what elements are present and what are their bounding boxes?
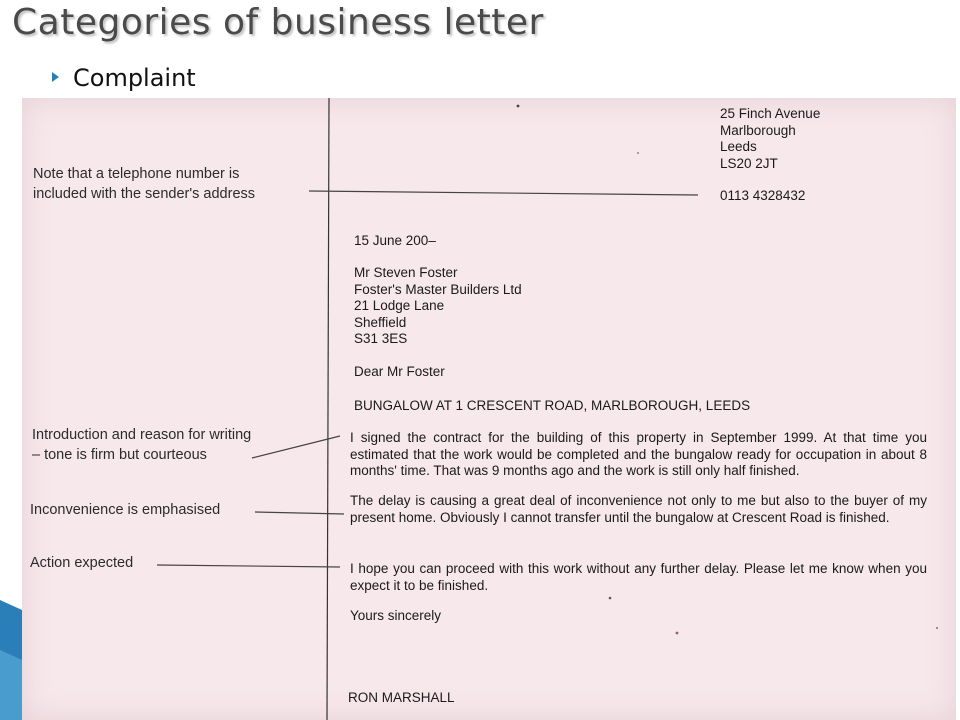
annotation-line: – tone is firm but courteous — [32, 447, 207, 463]
paragraph-introduction: I signed the contract for the building of this property in September 1999. At that time you estimated that the work would be completed and the bungalow ready for occupation in about 8 months' time. That was 9 months ago and the work is still only half finished. — [350, 430, 927, 478]
bullet-arrow-icon — [52, 72, 59, 82]
annotation-inconvenience: Inconvenience is emphasised — [30, 502, 221, 518]
subject-line: BUNGALOW AT 1 CRESCENT ROAD, MARLBOROUGH, LEEDS — [354, 398, 751, 413]
address-line: Marlborough — [720, 122, 796, 138]
bullet-label: Complaint — [73, 64, 196, 92]
recipient-line: Sheffield — [354, 314, 407, 330]
recipient-address — [354, 265, 522, 348]
scanned-letter — [22, 98, 956, 720]
annotation-line: included with the sender's address — [33, 186, 256, 202]
address-line: 25 Finch Avenue — [720, 106, 821, 121]
annotation-action: Action expected — [30, 555, 134, 571]
recipient-line: Mr Steven Foster — [354, 265, 458, 280]
address-line: LS20 2JT — [720, 155, 778, 171]
address-line: Leeds — [720, 139, 757, 154]
salutation: Dear Mr Foster — [354, 364, 445, 379]
letter-date: 15 June 200– — [354, 233, 436, 248]
slide-title: Categories of business letter — [12, 2, 544, 43]
recipient-line: S31 3ES — [354, 331, 408, 346]
sender-address — [720, 106, 820, 172]
paragraph-inconvenience: The delay is causing a great deal of inconvenience not only to me but also to the buyer of my present home. Obviously I cannot transfer until the bungalow at Crescent Road is finished. — [350, 493, 927, 525]
signature-name: RON MARSHALL — [348, 690, 455, 705]
paragraph-action: I hope you can proceed with this work without any further delay. Please let me know when you expect it to be finished. — [350, 561, 927, 593]
sender-phone: 0113 4328432 — [720, 188, 806, 203]
annotation-line: Note that a telephone number is — [33, 166, 240, 182]
closing: Yours sincerely — [350, 608, 442, 623]
annotation-telephone — [33, 164, 255, 204]
annotation-line: Introduction and reason for writing — [32, 427, 252, 443]
recipient-line: 21 Lodge Lane — [354, 298, 445, 313]
recipient-line: Foster's Master Builders Ltd — [354, 281, 522, 297]
bullet-item — [52, 64, 196, 92]
annotation-introduction — [32, 425, 251, 465]
